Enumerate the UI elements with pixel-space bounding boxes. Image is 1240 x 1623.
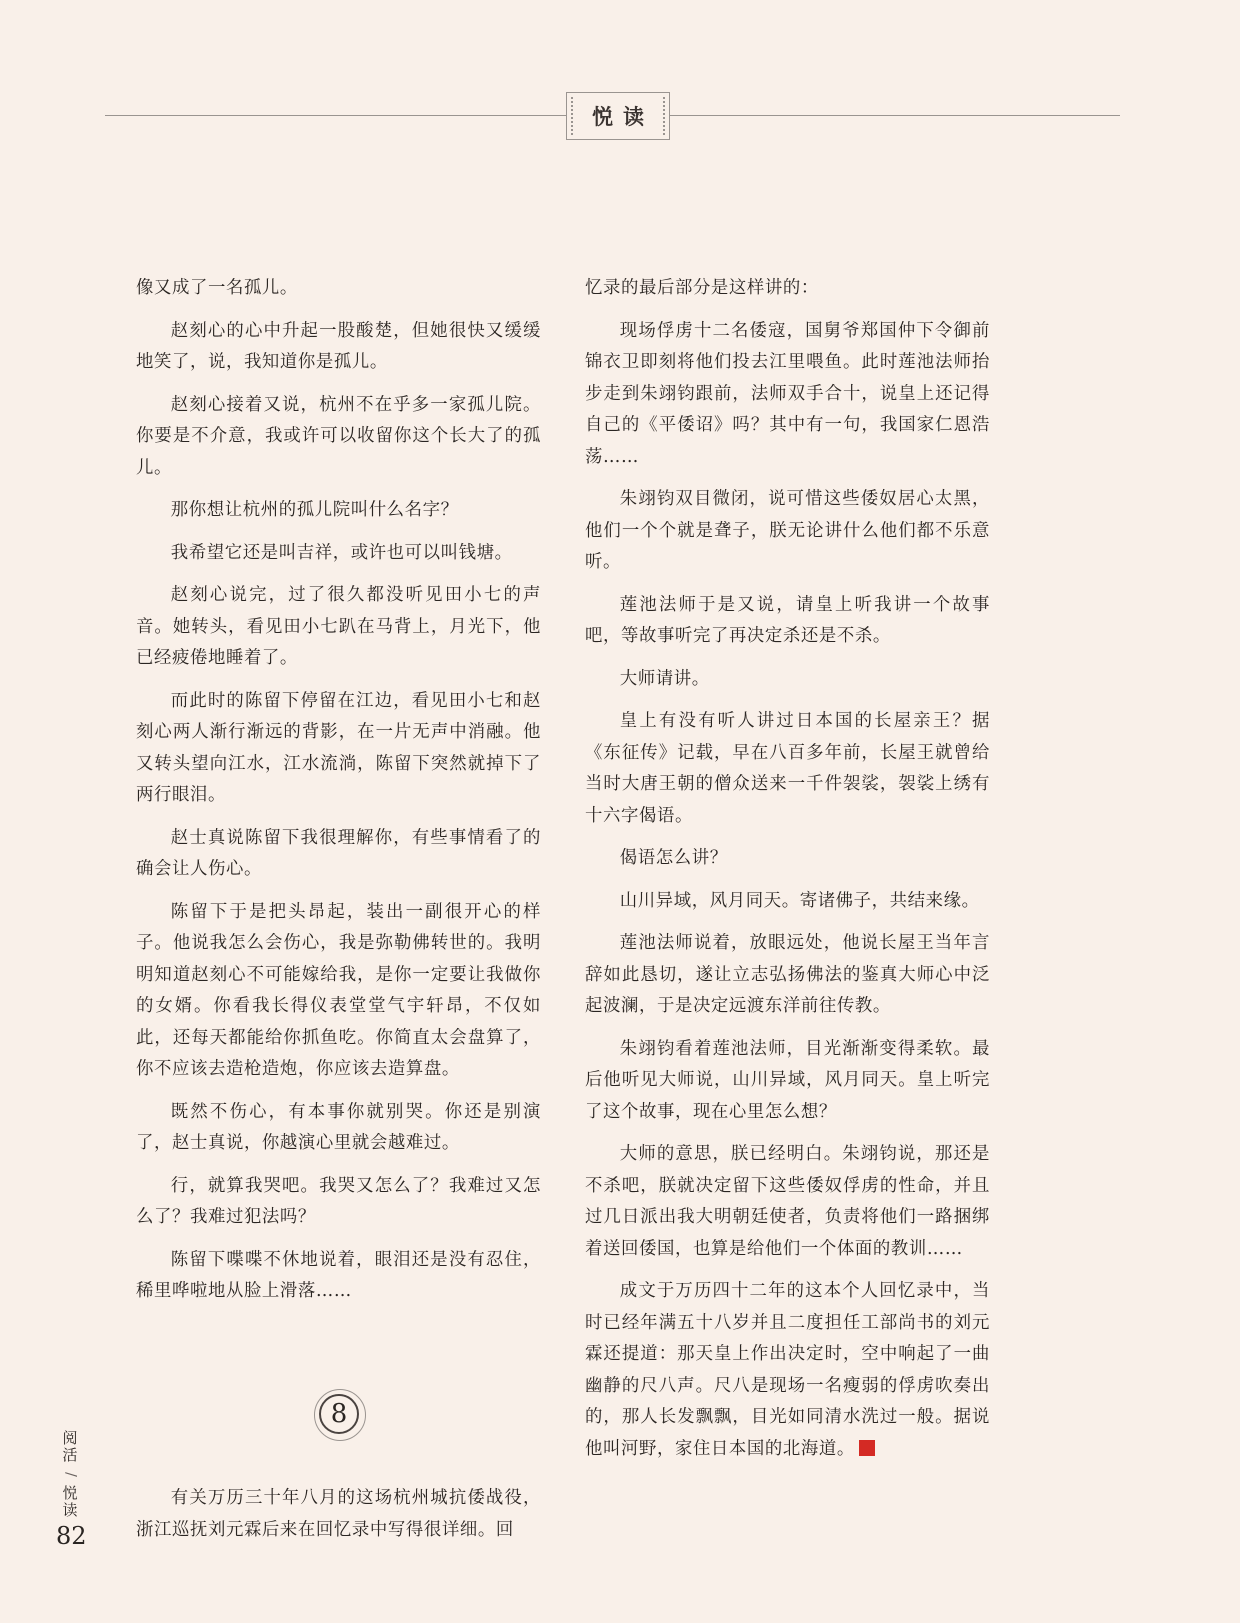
paragraph: 有关万历三十年八月的这场杭州城抗倭战役，浙江巡抚刘元霖后来在回忆录中写得很详细。回 (136, 1488, 541, 1540)
paragraph: 陈留下于是把头昂起，装出一副很开心的样子。他说我怎么会伤心，我是弥勒佛转世的。我明明知道赵刻心不可能嫁给我，是你一定要让我做你的女婿。你看我长得仪表堂堂气宇轩昂，不仅如此，还每天都能给你抓鱼吃。你简直太会盘算了，你不应该去造枪造炮，你应该去造算盘。 (136, 901, 541, 1079)
column-label (58, 1430, 82, 1519)
paragraph: 而此时的陈留下停留在江边，看见田小七和赵刻心两人渐行渐远的背影，在一片无声中消融。他又转头望向江水，江水流淌，陈留下突然就掉下了两行眼泪。 (136, 690, 541, 805)
section-number-emblem (319, 1394, 359, 1434)
paragraph: 莲池法师于是又说，请皇上听我讲一个故事吧，等故事听完了再决定杀还是不杀。 (585, 594, 990, 646)
paragraph: 行，就算我哭吧。我哭又怎么了？我难过又怎么了？我难过犯法吗？ (136, 1175, 541, 1227)
paragraph: 赵刻心说完，过了很久都没听见田小七的声音。她转头，看见田小七趴在马背上，月光下，他已经疲倦地睡着了。 (136, 585, 541, 668)
paragraph: 偈语怎么讲？ (619, 848, 728, 868)
column-label-top: 阅活 (62, 1429, 78, 1464)
left-column (136, 273, 541, 1319)
section-number: 8 (330, 1399, 348, 1429)
final-paragraph-text: 成文于万历四十二年的这本个人回忆录中，当时已经年满五十八岁并且二度担任工部尚书的刘元霖还提道：那天皇上作出决定时，空中响起了一曲幽静的尺八声。尺八是现场一名瘦弱的俘虏吹奏出的，那人长发飘飘，目光如同清水洗过一般。据说他叫河野，家住日本国的北海道。 (585, 1281, 990, 1459)
paragraph: 朱翊钧双目微闭，说可惜这些倭奴居心太黑，他们一个个就是聋子，朕无论讲什么他们都不乐意听。 (585, 489, 990, 572)
paragraph: 那你想让杭州的孤儿院叫什么名字？ (170, 500, 459, 520)
paragraph: 像又成了一名孤儿。 (136, 278, 298, 298)
paragraph: 既然不伤心，有本事你就别哭。你还是别演了，赵士真说，你越演心里就会越难过。 (136, 1101, 541, 1153)
paragraph: 现场俘虏十二名倭寇，国舅爷郑国仲下令御前锦衣卫即刻将他们投去江里喂鱼。此时莲池法师抬步走到朱翊钧跟前，法师双手合十，说皇上还记得自己的《平倭诏》吗？其中有一句，我国家仁恩浩荡…… (585, 320, 990, 467)
paragraph: 忆录的最后部分是这样讲的： (585, 278, 819, 298)
section-opening (136, 1483, 541, 1546)
paragraph: 朱翊钧看着莲池法师，目光渐渐变得柔软。最后他听见大师说，山川异域，风月同天。皇上听完了这个故事，现在心里怎么想？ (585, 1038, 990, 1122)
paragraph: 赵刻心的心中升起一股酸楚，但她很快又缓缓地笑了，说，我知道你是孤儿。 (136, 320, 541, 372)
column-label-divider: / (62, 1472, 79, 1477)
paragraph: 山川异域，风月同天。寄诸佛子，共结来缘。 (619, 890, 980, 911)
right-column (585, 273, 990, 1476)
paragraph: 陈留下喋喋不休地说着，眼泪还是没有忍住，稀里哗啦地从脸上滑落…… (136, 1249, 541, 1301)
end-of-article-mark (859, 1440, 875, 1456)
page-number: 82 (56, 1522, 87, 1550)
paragraph: 莲池法师说着，放眼远处，他说长屋王当年言辞如此恳切，遂让立志弘扬佛法的鉴真大师心中泛起波澜，于是决定远渡东洋前往传教。 (585, 933, 990, 1016)
paragraph: 赵刻心接着又说，杭州不在乎多一家孤儿院。你要是不介意，我或许可以收留你这个长大了的孤儿。 (136, 394, 541, 478)
header-title-box (566, 92, 670, 140)
paragraph: 大师请讲。 (619, 668, 710, 689)
paragraph: 大师的意思，朕已经明白。朱翊钧说，那还是不杀吧，朕就决定留下这些倭奴俘虏的性命，并且过几日派出我大明朝廷使者，负责将他们一路捆绑着送回倭国，也算是给他们一个体面的教训…… (585, 1144, 990, 1259)
paragraph: 我希望它还是叫吉祥，或许也可以叫钱塘。 (170, 542, 513, 563)
header-title: 悦读 (592, 104, 654, 129)
paragraph: 皇上有没有听人讲过日本国的长屋亲王？据《东征传》记载，早在八百多年前，长屋王就曾给当时大唐王朝的僧众送来一千件袈裟，袈裟上绣有十六字偈语。 (585, 711, 990, 826)
final-paragraph (585, 1276, 990, 1465)
paragraph: 赵士真说陈留下我很理解你，有些事情看了的确会让人伤心。 (136, 827, 541, 879)
column-label-bottom: 悦读 (62, 1484, 78, 1519)
